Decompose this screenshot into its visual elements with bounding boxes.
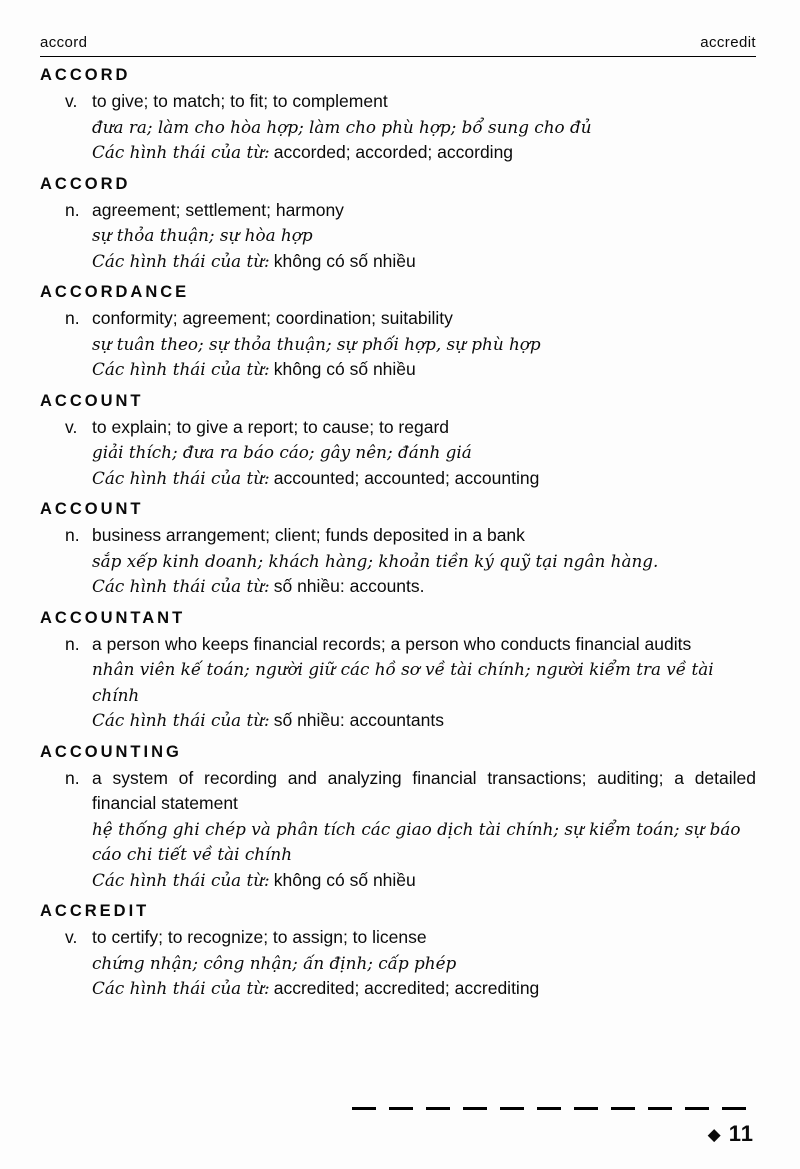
word-forms-line: [92, 140, 756, 166]
word-forms-line: [92, 868, 756, 894]
dictionary-entry: [40, 283, 756, 383]
word-forms-label: Các hình thái của từ:: [92, 710, 270, 730]
headword: ACCORD: [40, 66, 131, 84]
entry-body: [65, 415, 756, 492]
dictionary-entry: [40, 66, 756, 166]
definition-line: [65, 415, 756, 441]
headword: ACCOUNT: [40, 391, 144, 410]
word-forms-line: [92, 976, 756, 1002]
definition-text: to explain; to give a report; to cause; to regard: [92, 416, 450, 437]
word-forms-line: [92, 357, 756, 383]
definition-line: [65, 766, 756, 817]
headword: ACCORD: [40, 174, 131, 193]
vietnamese-translation: chứng nhận; công nhận; ấn định; cấp phép: [92, 952, 457, 973]
running-head: [40, 34, 756, 57]
definition-line: [65, 89, 756, 115]
dictionary-entry: [40, 902, 756, 1002]
word-forms-label: Các hình thái của từ:: [92, 467, 270, 488]
dictionary-entry: [40, 743, 756, 894]
page-number-row: [352, 1121, 754, 1147]
entry-body: [65, 523, 756, 600]
word-forms-label: Các hình thái của từ:: [92, 250, 270, 271]
definition-text: to certify; to recognize; to assign; to license: [92, 927, 427, 947]
definition-text: conformity; agreement; coordination; suitability: [92, 308, 453, 328]
entry-body: [65, 198, 756, 275]
word-forms: accounted; accounted; accounting: [273, 467, 540, 488]
word-forms-line: [92, 249, 756, 275]
entry-body: [65, 925, 756, 1002]
part-of-speech: n.: [65, 525, 80, 545]
vietnamese-translation: sắp xếp kinh doanh; khách hàng; khoản tiền ký quỹ tại ngân hàng.: [92, 550, 659, 571]
part-of-speech: n.: [65, 767, 80, 788]
dictionary-entry: [40, 609, 756, 734]
word-forms: accredited; accredited; accrediting: [273, 978, 540, 998]
word-forms: số nhiều: accounts.: [273, 576, 425, 596]
part-of-speech: n.: [65, 199, 80, 220]
part-of-speech: v.: [65, 416, 78, 437]
definition-text: to give; to match; to fit; to complement: [92, 91, 388, 111]
headword: ACCORDANCE: [40, 283, 190, 301]
word-forms-line: [92, 708, 756, 734]
running-head-left: accord: [40, 34, 88, 51]
definition-text: business arrangement; client; funds deposited in a bank: [92, 525, 525, 545]
dictionary-entry: [40, 392, 756, 492]
definition-text: a person who keeps financial records; a person who conducts financial audits: [92, 633, 692, 654]
vietnamese-translation: hệ thống ghi chép và phân tích các giao dịch tài chính; sự kiểm toán; sự báo cáo chi tiết về tài chính: [92, 818, 741, 864]
word-forms-label: Các hình thái của từ:: [92, 359, 270, 379]
word-forms: không có số nhiều: [273, 250, 416, 271]
vietnamese-translation: đưa ra; làm cho hòa hợp; làm cho phù hợp; bổ sung cho đủ: [92, 116, 592, 137]
headword: ACCREDIT: [40, 902, 150, 920]
word-forms-line: [92, 574, 756, 600]
page-number: 11: [728, 1121, 754, 1146]
running-head-right: accredit: [700, 34, 756, 51]
entry-body: [65, 632, 756, 734]
definition-line: [65, 306, 756, 332]
vietnamese-translation: sự tuân theo; sự thỏa thuận; sự phối hợp, sự phù hợp: [92, 333, 541, 354]
definition-line: [65, 523, 756, 549]
definition-line: [65, 925, 756, 951]
vietnamese-translation: giải thích; đưa ra báo cáo; gây nên; đánh giá: [92, 442, 472, 462]
word-forms: số nhiều: accountants: [273, 710, 444, 730]
part-of-speech: v.: [65, 91, 78, 111]
vietnamese-translation: sự thỏa thuận; sự hòa hợp: [92, 225, 313, 245]
word-forms-label: Các hình thái của từ:: [92, 576, 270, 596]
headword: ACCOUNT: [40, 500, 144, 518]
definition-text: a system of recording and analyzing financial transactions; auditing; a detailed financial statement: [92, 767, 756, 813]
dictionary-entry: [40, 500, 756, 600]
vietnamese-translation: nhân viên kế toán; người giữ các hồ sơ về tài chính; người kiểm tra về tài chính: [92, 659, 714, 705]
part-of-speech: n.: [65, 308, 80, 328]
headword: ACCOUNTANT: [40, 608, 186, 627]
word-forms-label: Các hình thái của từ:: [92, 869, 270, 890]
entry-body: [65, 306, 756, 383]
part-of-speech: v.: [65, 927, 78, 947]
headword: ACCOUNTING: [40, 742, 182, 761]
word-forms-line: [92, 466, 756, 492]
definition-text: agreement; settlement; harmony: [92, 199, 344, 220]
dictionary-entry: [40, 175, 756, 275]
definition-line: [65, 198, 756, 224]
word-forms-label: Các hình thái của từ:: [92, 142, 270, 162]
entry-body: [65, 89, 756, 166]
word-forms: không có số nhiều: [273, 869, 416, 890]
word-forms-label: Các hình thái của từ:: [92, 978, 270, 998]
definition-line: [65, 632, 756, 658]
entry-body: [65, 766, 756, 894]
page-footer: [352, 1107, 754, 1147]
word-forms: không có số nhiều: [273, 359, 416, 379]
diamond-icon: ◆: [707, 1125, 722, 1144]
dashed-separator: [352, 1107, 754, 1110]
word-forms: accorded; accorded; according: [273, 142, 514, 162]
part-of-speech: n.: [65, 633, 80, 654]
